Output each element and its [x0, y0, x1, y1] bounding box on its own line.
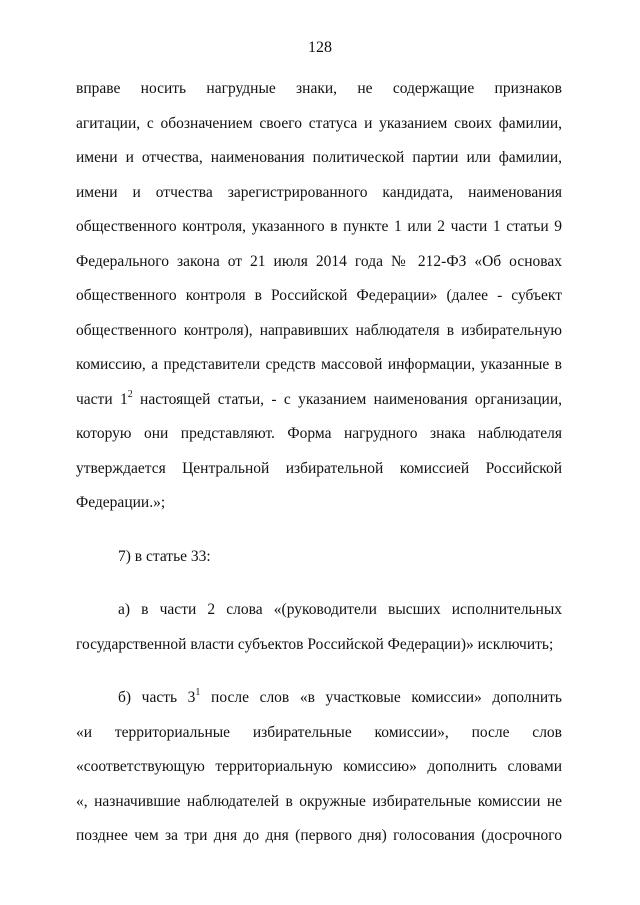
text-fragment: части 1 — [76, 390, 128, 408]
paragraph-gap — [76, 574, 562, 593]
text-line: Федерального закона от 21 июля 2014 года № 212-ФЗ «Об основах — [76, 252, 562, 270]
paragraph-item-b — [76, 681, 562, 854]
text-line — [76, 681, 562, 716]
superscript: 2 — [127, 388, 133, 400]
text-line: «соответствующую территориальную комиссию» дополнить словами — [76, 758, 562, 775]
text-fragment: после слов «в участковые комиссии» дополнить — [211, 689, 562, 706]
text-fragment: б) часть 3 — [118, 689, 196, 706]
paragraph-observer-badges — [76, 72, 562, 521]
text-line: позднее чем за три дня до дня (первого дня) голосования (досрочного — [76, 827, 562, 844]
text-line: 7) в статье 33: — [118, 547, 211, 565]
text-line: агитации, с обозначением своего статуса и указанием своих фамилии, — [76, 114, 562, 132]
text-line: общественного контроля, указанного в пункте 1 или 2 части 1 статьи 9 — [76, 218, 562, 235]
text-line: Федерации.»; — [76, 494, 166, 511]
paragraph-item-a — [76, 593, 562, 662]
text-line: а) в части 2 слова «(руководители высших исполнительных — [118, 601, 562, 618]
superscript: 1 — [195, 687, 201, 698]
paragraph-article-33 — [76, 540, 562, 575]
text-line — [76, 383, 562, 418]
paragraph-gap — [76, 521, 562, 540]
text-line: которую они представляют. Форма нагрудного знака наблюдателя — [76, 425, 562, 442]
text-line: имени и отчества, наименования политической партии или фамилии, — [76, 149, 562, 166]
text-line: общественного контроля в Российской Федерации» (далее - субъект — [76, 287, 562, 304]
text-line: имени и отчества зарегистрированного кандидата, наименования — [76, 183, 562, 201]
paragraph-gap — [76, 662, 562, 681]
text-line: комиссию, а представители средств массовой информации, указанные в — [76, 356, 562, 373]
text-line: государственной власти субъектов Российской Федерации)» исключить; — [76, 635, 554, 653]
document-body — [76, 72, 562, 854]
text-line: вправе носить нагрудные знаки, не содержащие признаков — [76, 80, 562, 97]
page-number: 128 — [308, 39, 332, 56]
text-line: утверждается Центральной избирательной комиссией Российской — [76, 459, 562, 477]
text-fragment: настоящей статьи, - с указанием наименования организации, — [132, 390, 562, 408]
text-line: «, назначившие наблюдателей в окружные избирательные комиссии не — [76, 792, 562, 810]
text-line: общественного контроля), направивших наблюдателя в избирательную — [76, 321, 562, 339]
text-line: «и территориальные избирательные комиссии», после слов — [76, 723, 562, 741]
